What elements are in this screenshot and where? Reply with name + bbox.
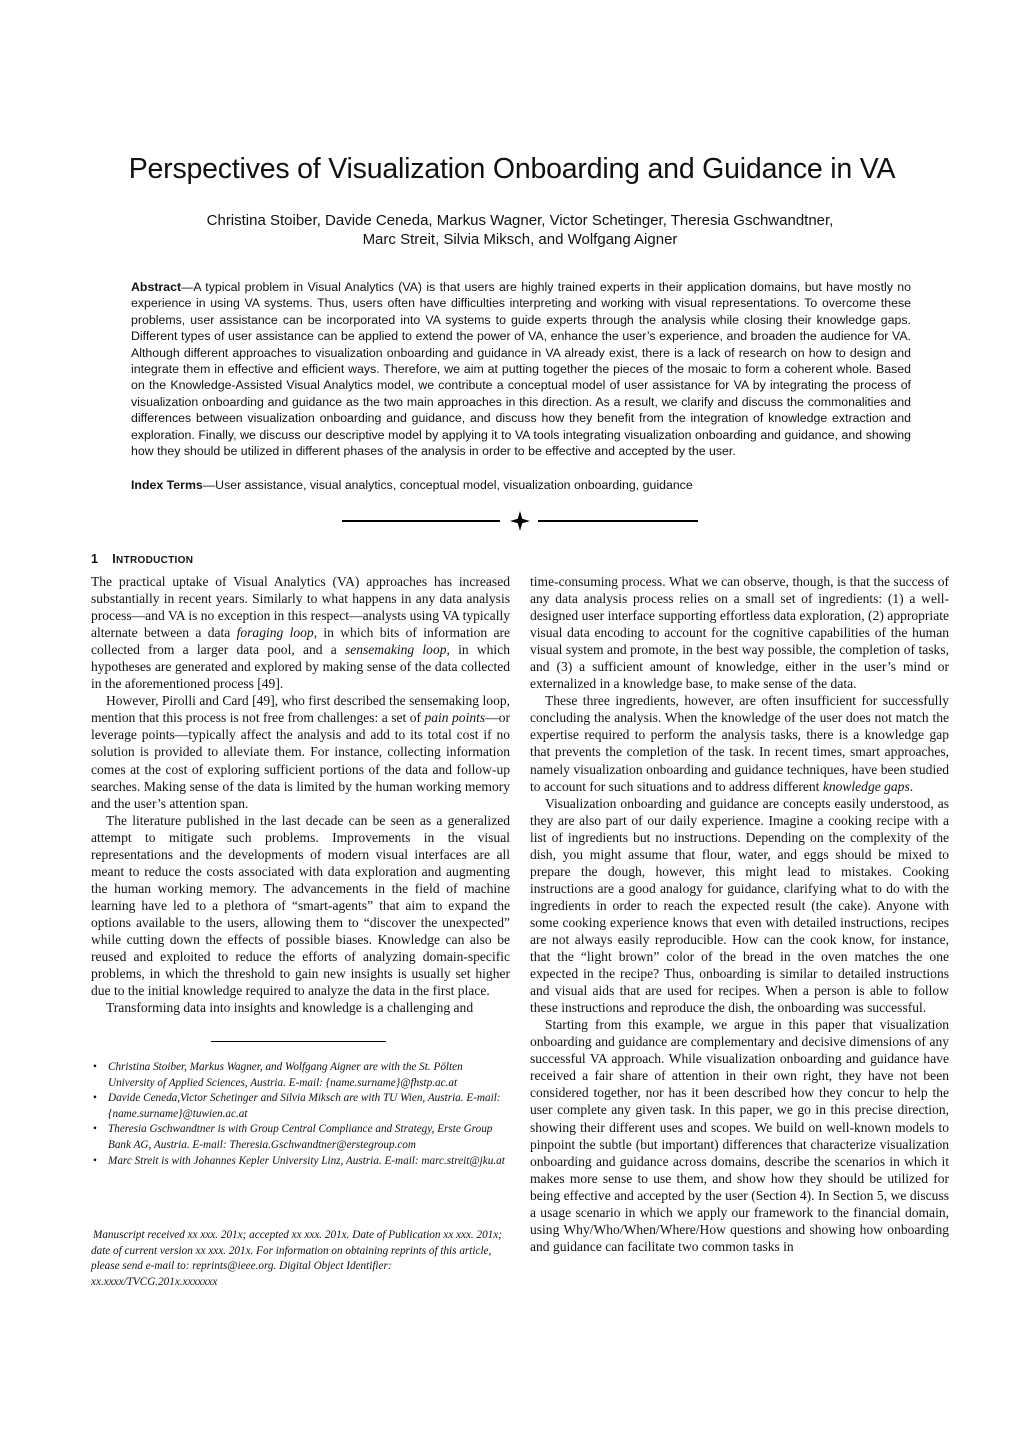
text-run: However, Pirolli and Card [49], who first described the sensemaking loop, mention that this process is not free from challenges: a set of (91, 693, 510, 726)
right-column (530, 573, 949, 1255)
emphasis: pain points (424, 710, 486, 726)
text-run: . (909, 778, 914, 794)
text-run: These three ingredients, however, are often insufficient for successfully concluding the analysis. When the knowledge of the user does not match the expertise required to perform the analysis tasks, there is a knowledge gap that prevents the completion of the task. In recent times, smart approaches, namely visualization onboarding and guidance techniques, have been studied to account for such situations and to address different (530, 693, 949, 794)
author-list (100, 211, 940, 249)
manuscript-note: Manuscript received xx xxx. 201x; accepted xx xxx. 201x. Date of Publication xx xxx. 201x; date of current version xx xxx. 201x. For information on obtaining reprints of this article, please send e-mail to: reprints@ieee.org. Digital Object Identifier: xx.xxxx/TVCG.201x.xxxxxxx (91, 1229, 502, 1288)
paragraph: time-consuming process. What we can observe, though, is that the success of any data analysis process relies on a small set of ingredients: (1) a well-designed user interface supporting effortless data exploration, (2) appropriate visual data encoding to account for the cognitive capabilities of the human visual system and promote, in the best way possible, the completion of tasks, and (3) a sufficient amount of knowledge, either in the user’s mind or externalized in a knowledge base, to make sense of the data. (530, 574, 949, 692)
section-number: 1 (91, 552, 99, 566)
section-title-initial: I (112, 552, 117, 566)
section-separator (342, 510, 698, 532)
footnote-rule (211, 1041, 386, 1042)
footnote-item: • Theresia Gschwandtner is with Group Central Compliance and Strategy, Erste Group Bank AG, Austria. E-mail: Theresia.Gschwandtner@erstegroup.com (91, 1122, 510, 1153)
section-title-rest: NTRODUCTION (116, 555, 194, 566)
abstract (131, 279, 911, 459)
author-line-1: Christina Stoiber, Davide Ceneda, Markus Wagner, Victor Schetinger, Theresia Gschwandtner, (206, 212, 834, 229)
index-terms-text: —User assistance, visual analytics, conceptual model, visualization onboarding, guidance (202, 478, 693, 492)
abstract-text: —A typical problem in Visual Analytics (VA) is that users are highly trained experts in their application domains, but have mostly no experience in using VA systems. Thus, users often have difficulties interpreting and working with visual representations. To overcome these problems, user assistance can be incorporated into VA systems to guide experts through the analysis while closing their knowledge gaps. Different types of user assistance can be applied to extend the power of VA, enhance the user’s experience, and broaden the audience for VA. Although different approaches to visualization onboarding and guidance in VA already exist, there is a lack of research on how to design and integrate them in effective and efficient ways. Therefore, we aim at putting together the pieces of the mosaic to form a coherent whole. Based on the Knowledge-Assisted Visual Analytics model, we contribute a conceptual model of user assistance for VA by integrating the process of visualization onboarding and guidance as the two main approaches in this direction. As a result, we clarify and discuss the commonalities and differences between visualization onboarding and guidance, and discuss how they benefit from the integration of knowledge extraction and exploration. Finally, we discuss our descriptive model by applying it to VA tools integrating visualization onboarding and guidance, and showing how they should be utilized in different phases of the analysis in order to be effective and accepted by the user. (131, 280, 911, 459)
abstract-label: Abstract (131, 280, 182, 294)
index-terms (131, 477, 911, 493)
emphasis: foraging loop (236, 625, 314, 641)
index-terms-label: Index Terms (131, 478, 203, 492)
author-affiliation-footnotes (91, 1060, 510, 1169)
text-run: , in which hypotheses are generated and explored by making sense of the data collected in the aforementioned process [49]. (91, 642, 510, 692)
paragraph (91, 573, 510, 692)
text-run: —or leverage points—typically affect the analysis and add to its total cost if no solution is provided to alleviate them. For instance, collecting information comes at the cost of exploring sufficient portions of the data and follow-up searches. Making sense of the data is limited by the human working memory and the user’s attention span. (91, 710, 510, 811)
section-heading-introduction (91, 552, 193, 566)
footnote-item: • Christina Stoiber, Markus Wagner, and Wolfgang Aigner are with the St. Pölten University of Applied Sciences, Austria. E-mail: {name.surname}@fhstp.ac.at (91, 1060, 510, 1091)
paragraph (91, 692, 510, 811)
paragraph (530, 692, 949, 794)
paragraph: Visualization onboarding and guidance are concepts easily understood, as they are also part of our daily experience. Imagine a cooking recipe with a list of ingredients but no instructions. Depending on the complexity of the dish, you might assume that flour, water, and eggs should be mixed to prepare the dough, however, this might lead to mistakes. Cooking instructions are a good analogy for guidance, clarifying what to do with the ingredients in order to reach the expected result (the cake). Anyone with some cooking experience knows that even with detailed instructions, recipes are not always easily reproducible. How can the cook know, for instance, that the “light brown” color of the bread in the oven matches the one expected in the recipe? Thus, onboarding is similar to detailed instructions and visual aids that are used for recipes. When a person is able to follow these instructions and reproduce the dish, the onboarding was successful. (530, 795, 949, 1016)
paper-title: Perspectives of Visualization Onboarding and Guidance in VA (128, 153, 896, 185)
author-line-2: Marc Streit, Silvia Miksch, and Wolfgang Aigner (362, 231, 678, 248)
paragraph: The literature published in the last decade can be seen as a generalized attempt to mitigate such problems. Improvements in the visual representations and the developments of modern visual interfaces are all meant to reduce the costs associated with data exploration and augmenting the human working memory. The advancements in the field of machine learning have led to a plethora of “smart-agents” that aim to expand the options available to the users, allowing them to “discover the unexpected” while cutting down the effects of possible biases. Knowledge can also be reused and exploited to reduce the efforts of analyzing domain-specific problems, in which the threshold to gain new insights is usually set higher due to the initial knowledge required to analyze the data in the first place. (91, 812, 510, 999)
four-point-star-icon (510, 511, 530, 531)
text-run: , in which bits of information are collected from a larger data pool, and a (91, 625, 511, 658)
emphasis: sensemaking loop (344, 642, 447, 658)
left-column (91, 573, 510, 1016)
text-run: The practical uptake of Visual Analytics (VA) approaches has increased substantially in recent years. Similarly to what happens in any data analysis process—and VA is no exception in this respect—analysts using VA typically alternate between a data (91, 574, 510, 641)
emphasis: knowledge gaps (822, 778, 910, 794)
footnote-item: • Davide Ceneda,Victor Schetinger and Silvia Miksch are with TU Wien, Austria. E-mail: {name.surname}@tuwien.ac.at (91, 1091, 510, 1122)
paragraph: Transforming data into insights and knowledge is a challenging and (106, 1000, 474, 1016)
separator-line-left (342, 520, 500, 522)
separator-line-right (538, 520, 698, 522)
footnote-item: • Marc Streit is with Johannes Kepler University Linz, Austria. E-mail: marc.streit@jku.at (91, 1154, 510, 1170)
paragraph: Starting from this example, we argue in this paper that visualization onboarding and guidance are complementary and decisive dimensions of any successful VA approach. While visualization onboarding and guidance have received a fair share of attention in their own right, they have not been considered together, nor has it been described how they concur to help the user complete any given task. In this paper, we go in this precise direction, showing their different uses and scopes. We build on well-known models to pinpoint the subtle (but important) differences that characterize visualization onboarding and guidance across domains, describe the scenarios in which it makes more sense to use them, and show how they should be utilized for being effective and accepted by the user (Section 4). In Section 5, we discuss a usage scenario in which we apply our framework to the financial domain, using Why/Who/When/Where/How questions and showing how onboarding and guidance can facilitate two common tasks in (530, 1017, 949, 1254)
